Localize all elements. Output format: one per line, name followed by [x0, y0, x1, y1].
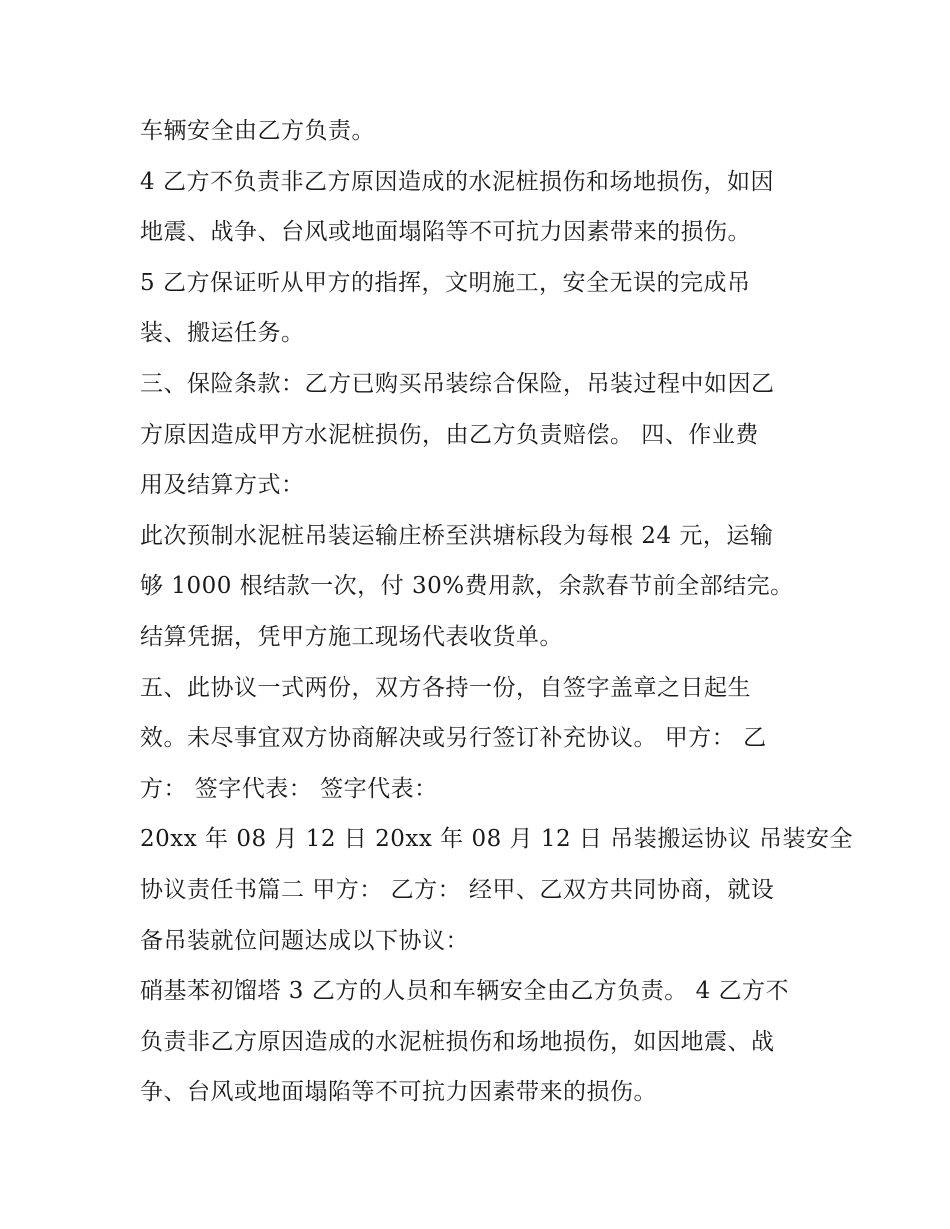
text-line: 地震、战争、台风或地面塌陷等不可抗力因素带来的损伤。: [140, 219, 751, 246]
text-line: 车辆安全由乙方负责。: [140, 118, 375, 144]
text-line: 装、搬运任务。: [140, 320, 305, 347]
text-line: 够 1000 根结款一次，付 30%费用款，余款春节前全部结完。: [140, 573, 794, 600]
text-line: 方： 签字代表： 签字代表：: [140, 775, 438, 802]
text-line: 方原因造成甲方水泥桩损伤，由乙方负责赔偿。 四、作业费: [140, 421, 759, 448]
text-line: 协议责任书篇二 甲方： 乙方： 经甲、乙双方共同协商，就设: [140, 876, 775, 903]
text-line: 20xx 年 08 月 12 日 20xx 年 08 月 12 日 吊装搬运协议 吊装安全: [140, 826, 854, 853]
text-line: 三、保险条款：乙方已购买吊装综合保险，吊装过程中如因乙: [140, 370, 775, 397]
text-line: 此次预制水泥桩吊装运输庄桥至洪塘标段为每根 24 元，运输: [140, 522, 774, 549]
text-line: 结算凭据，凭甲方施工现场代表收货单。: [140, 623, 563, 650]
text-line: 效。未尽事宜双方协商解决或另行签订补充协议。 甲方： 乙: [140, 725, 767, 752]
text-line: 硝基苯初馏塔 3 乙方的人员和车辆安全由乙方负责。 4 乙方不: [140, 978, 790, 1005]
text-line: 5 乙方保证听从甲方的指挥，文明施工，安全无误的完成吊: [140, 269, 751, 296]
text-line: 争、台风或地面塌陷等不可抗力因素带来的损伤。: [140, 1079, 657, 1106]
document-body: [140, 106, 854, 1118]
text-line: 负责非乙方原因造成的水泥桩损伤和场地损伤，如因地震、战: [140, 1028, 775, 1055]
text-line: 备吊装就位问题达成以下协议：: [140, 927, 469, 954]
text-line: 4 乙方不负责非乙方原因造成的水泥桩损伤和场地损伤，如因: [140, 168, 774, 195]
text-line: 用及结算方式：: [140, 472, 305, 499]
text-line: 五、此协议一式两份，双方各持一份，自签字盖章之日起生: [140, 674, 751, 701]
